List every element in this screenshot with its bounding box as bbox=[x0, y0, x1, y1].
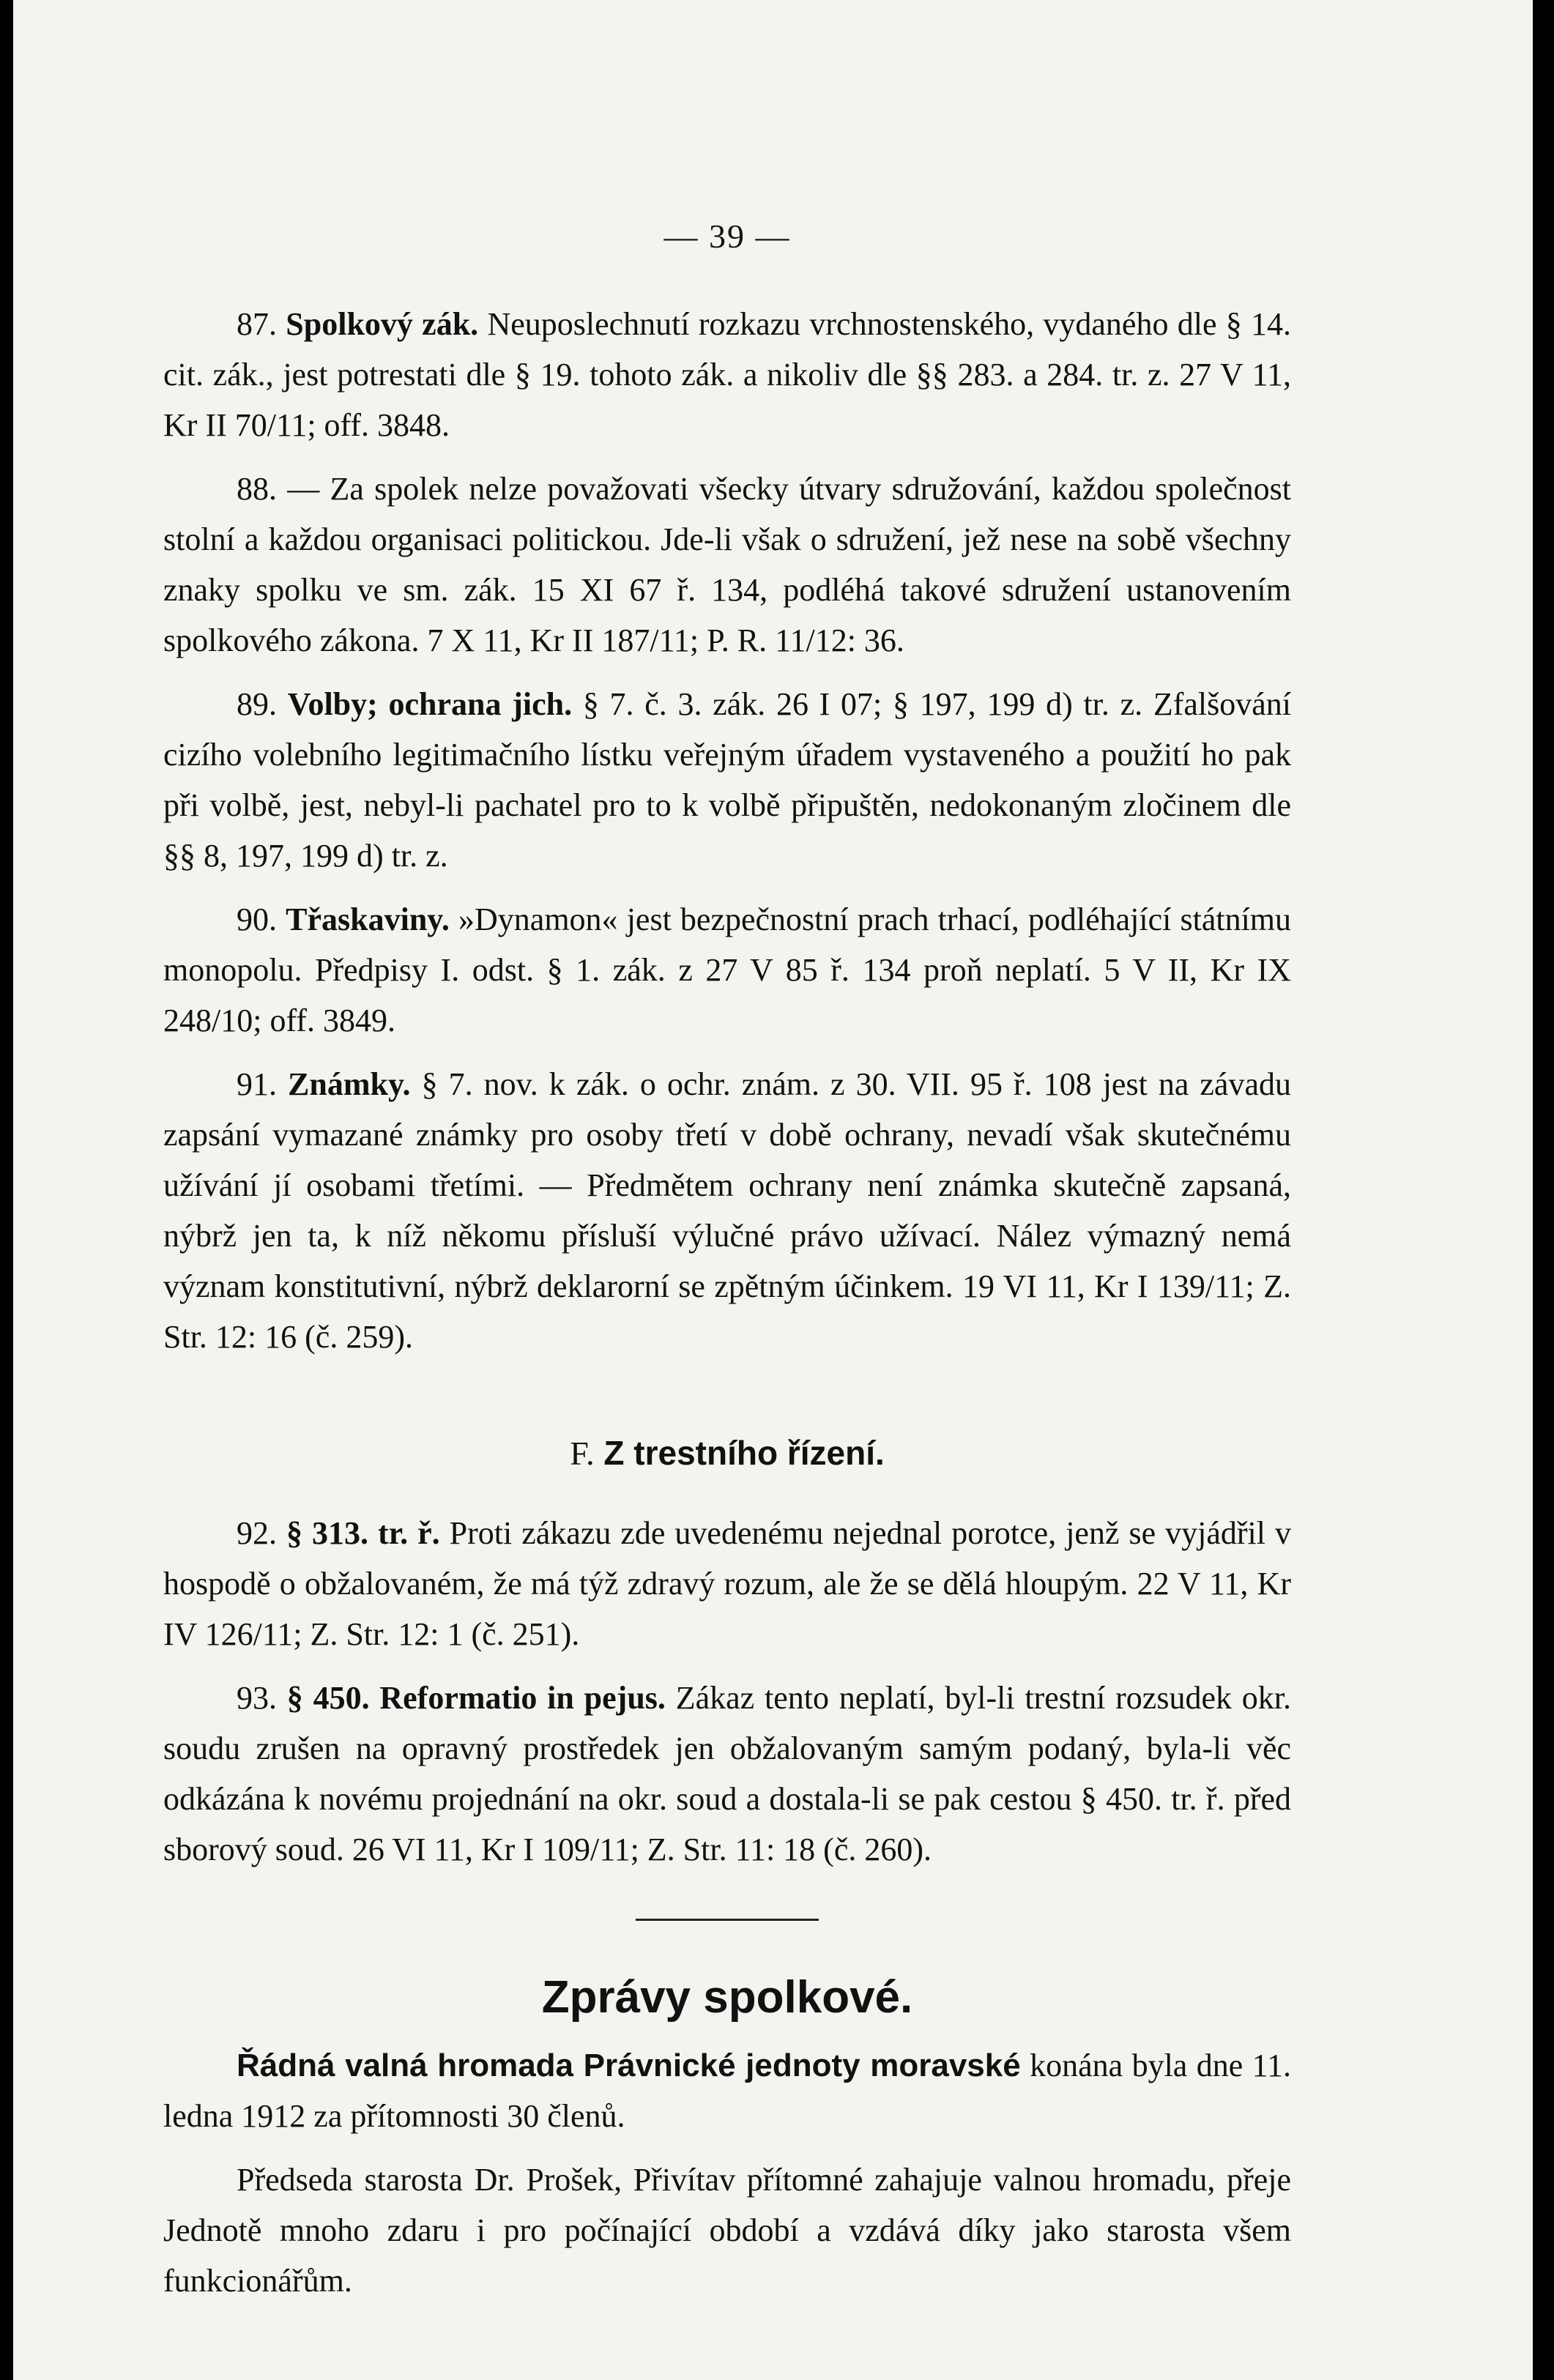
document-page bbox=[13, 0, 1533, 2380]
entry-text: Zákaz tento neplatí, byl-li trestní rozsudek okr. soudu zrušen na opravný prostředek jen obžalovaným samým podaný, byla-li věc odkázána k novému projednání na okr. soud a dostala-li se pak cestou § 450. tr. ř. před sborový soud. 26 VI 11, Kr I 109/11; Z. Str. 11: 18 (č. 260). bbox=[163, 1680, 1291, 1867]
entry-heading: § 313. tr. ř. bbox=[286, 1515, 440, 1551]
entry-heading: Volby; ochrana jich. bbox=[287, 686, 573, 722]
entry-text: Proti zákazu zde uvedenému nejednal porotce, jenž se vyjádřil v hospodě o obžalovaném, že má týž zdravý rozum, ale že se dělá hloupým. 22 V 11, Kr IV 126/11; Z. Str. 12: 1 (č. 251). bbox=[163, 1515, 1291, 1652]
entry-92 bbox=[163, 1508, 1291, 1659]
entry-number: 89. bbox=[237, 686, 277, 722]
entry-89 bbox=[163, 679, 1291, 881]
section-title: Z trestního řízení. bbox=[603, 1434, 885, 1472]
entry-heading: Známky. bbox=[288, 1066, 411, 1102]
news-paragraph bbox=[163, 2040, 1291, 2141]
section-letter: F. bbox=[570, 1435, 595, 1472]
news-paragraph bbox=[163, 2154, 1291, 2306]
entry-number: 91. bbox=[237, 1066, 277, 1102]
entry-heading: Třaskaviny. bbox=[286, 901, 450, 937]
divider-rule bbox=[636, 1919, 819, 1921]
entry-number: 93. bbox=[237, 1680, 277, 1716]
news-text: Předseda starosta Dr. Prošek, Přivítav přítomné zahajuje valnou hromadu, přeje Jednotě mnoho zdaru i pro počínající období a vzdává díky jako starosta všem funkcionářům. bbox=[163, 2162, 1291, 2299]
entry-number: 88. bbox=[237, 471, 277, 507]
entry-number: 87. bbox=[237, 306, 277, 342]
entry-text: § 7. č. 3. zák. 26 I 07; § 197, 199 d) tr. z. Zfalšování cizího volebního legitimačního lístku veřejným úřadem vystaveného a použití ho pak při volbě, jest, nebyl-li pachatel pro to k volbě připuštěn, nedokonaným zločinem dle §§ 8, 197, 199 d) tr. z. bbox=[163, 686, 1292, 874]
page-number: — 39 — bbox=[663, 217, 791, 255]
entry-text: »Dynamon« jest bezpečnostní prach trhací, podléhající státnímu monopolu. Předpisy I. odst. § 1. zák. z 27 V 85 ř. 134 proň neplatí. 5 V II, Kr IX 248/10; off. 3849. bbox=[163, 901, 1292, 1038]
body-text bbox=[163, 299, 1291, 2319]
entry-heading: § 450. Reformatio in pejus. bbox=[286, 1680, 666, 1716]
entry-91 bbox=[163, 1059, 1291, 1362]
entry-text: — Za spolek nelze považovati všecky útvary sdružování, každou společnost stolní a každou organisaci politickou. Jde-li však o sdružení, jež nese na sobě všechny znaky spolku ve sm. zák. 15 XI 67 ř. 134, podléhá takové sdružení ustanovením spolkového zákona. 7 X 11, Kr II 187/11; P. R. 11/12: 36. bbox=[163, 471, 1292, 658]
section-heading bbox=[163, 1428, 1291, 1479]
entry-heading: Spolkový zák. bbox=[286, 306, 479, 342]
entry-88 bbox=[163, 464, 1291, 666]
entry-text: Neuposlechnutí rozkazu vrchnostenského, vydaného dle § 14. cit. zák., jest potrestati dle § 19. tohoto zák. a nikoliv dle §§ 283. a 284. tr. z. 27 V 11, Kr II 70/11; off. 3848. bbox=[163, 306, 1292, 443]
entry-text: § 7. nov. k zák. o ochr. znám. z 30. VII. 95 ř. 108 jest na závadu zapsání vymazané známky pro osoby třetí v době ochrany, nevadí však skutečnému užívání jí osobami třetími. — Předmětem ochrany není známka skutečně zapsaná, nýbrž jen ta, k níž někomu přísluší výlučné právo užívací. Nález výmazný nemá význam konstitutivní, nýbrž deklarorní se zpětným účinkem. 19 VI 11, Kr I 139/11; Z. Str. 12: 16 (č. 259). bbox=[163, 1066, 1291, 1355]
news-heading: Řádná valná hromada Právnické jednoty moravské bbox=[237, 2048, 1021, 2083]
entry-90 bbox=[163, 894, 1291, 1046]
entry-number: 92. bbox=[237, 1515, 277, 1551]
entry-number: 90. bbox=[237, 901, 277, 937]
news-title: Zprávy spolkové. bbox=[541, 1972, 913, 2023]
entry-87 bbox=[163, 299, 1291, 450]
entry-93 bbox=[163, 1673, 1291, 1875]
news-text: konána byla dne 11. ledna 1912 za přítomnosti 30 členů. bbox=[163, 2048, 1292, 2134]
